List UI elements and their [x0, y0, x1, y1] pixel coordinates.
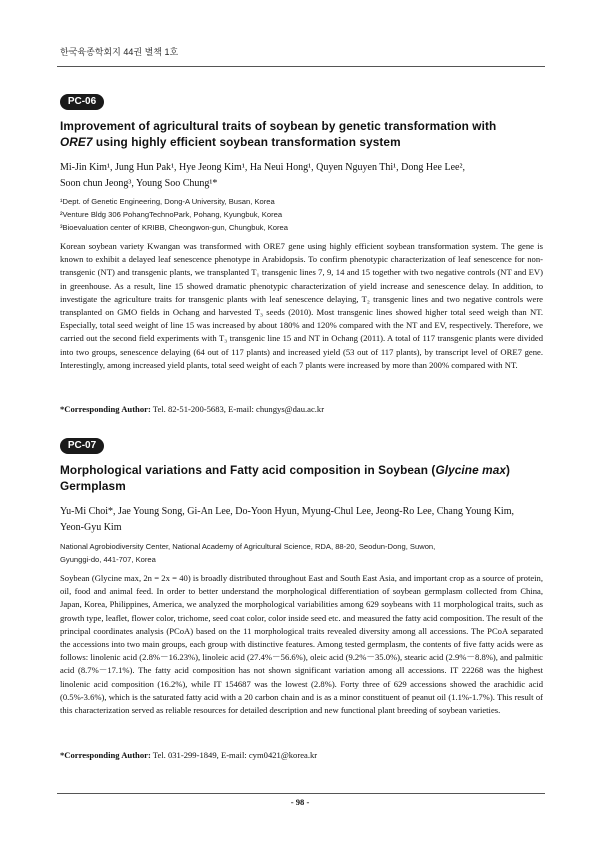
authors-line-1: Mi-Jin Kim¹, Jung Hun Pak¹, Hye Jeong Kim¹, Ha Neui Hong¹, Quyen Nguyen Thi¹, Dong Hee Lee²,	[60, 162, 465, 173]
authors-line-1: Yu-Mi Choi*, Jae Young Song, Gi-An Lee, Do-Yoon Hyun, Myung-Chul Lee, Jeong-Ro Lee, Chang Young Kim,	[60, 506, 514, 517]
page-number: - 98 -	[290, 797, 310, 807]
header-divider	[57, 66, 545, 67]
abstract-body-pc07: Soybean (Glycine max, 2n = 2x = 40) is broadly distributed throughout East and South East Asia, and important crop as a source of protein, oil, food and animal feed. In order to better understand the morphological differentiation of soybean germplasm collected from China, Japan, Korea, Philippines, America, we analyzed the morphological variabilities among 629 soybeans with 11 morphological traits, such as growth type, leaflet, flower color, trichome, seed coat color, color inside seed etc. and measured the fatty acid composition. The result of the principal coordinates analysis (PCoA) based on the 11 morphological traits revealed diversity among all accessions. The PCoA separated the accessions into two main groups, each group with distinctive features. Among tested germplasm, the contents of five fatty acids were as follows: linolenic acid (2.8%－16.23%), linoleic acid (27.4%－56.6%), oleic acid (9.2%－35.0%), stearic acid (2.9%－8.8%), and palmitic acid (8.7%－17.1%). The fatty acid composition has not shown significant variation among all accessions. IT 22268 was the highest linolenic acid composition (16.2%), while IT 154687 was the lowest (2.8%). Forty three of 629 accessions showed the arachidic acid (0.5%-3.6%), which is the saturated fatty acid with a 20 carbon chain and is as a minor constituent of peanut oil (1.1%-1.7%). This result of this characterization served as reliable resources for detailed description and new functional plant breeding of soybean varieties.	[60, 573, 543, 716]
affiliation-1: National Agrobiodiversity Center, National Academy of Agricultural Science, RDA, 88-20, Seodun-Dong, Suwon,	[60, 542, 436, 551]
author-list-pc07	[60, 504, 540, 536]
corresponding-author-pc07	[60, 749, 540, 762]
title-line-2: Germplasm	[60, 479, 126, 493]
affiliation-3: ³Bioevaluation center of KRIBB, Cheongwon-gun, Chungbuk, Korea	[60, 223, 288, 232]
abstract-badge-pc07: PC-07	[60, 438, 104, 454]
abstract-title-pc06	[60, 118, 540, 150]
title-part-b: )	[506, 463, 511, 477]
footer-divider	[57, 793, 545, 794]
affiliation-1: ¹Dept. of Genetic Engineering, Dong-A University, Busan, Korea	[60, 197, 275, 206]
abstract-badge-pc06: PC-06	[60, 94, 104, 110]
corresp-label: *Corresponding Author:	[60, 750, 151, 760]
title-part-a: Improvement of agricultural traits of soybean by genetic transformation with	[60, 119, 497, 133]
affiliation-2: ²Venture Bldg 306 PohangTechnoPark, Pohang, Kyungbuk, Korea	[60, 210, 283, 219]
corresponding-author-pc06	[60, 403, 540, 416]
affiliation-2: Gyunggi-do, 441-707, Korea	[60, 555, 156, 564]
title-gene: ORE7	[60, 135, 93, 149]
title-part-b: using highly efficient soybean transformation system	[92, 135, 401, 149]
author-list-pc06	[60, 160, 540, 192]
title-part-a: Morphological variations and Fatty acid composition in Soybean (	[60, 463, 436, 477]
corresp-contact: Tel. 82-51-200-5683, E-mail: chungys@dau.ac.kr	[150, 404, 325, 414]
abstract-body-pc06: Korean soybean variety Kwangan was transformed with ORE7 gene using highly efficient soybean transformation system. The gene is known to exhibit a delayed leaf senescence phenotype in Arabidopsis. To confirm phenotypic characterization of leaf senescence for non-transgenic (NT) and transgenic plants, we transplanted T₁ transgenic lines 7, 9, 14 and 15 together with two negative controls (NT and EV) in greenhouse. As a result, line 15 showed dramatic phenotypic characterization of yield increase and senescence delay. In addition, to investigate the agriculture traits for transgenic plants with leaf senescence delaying, T₂ transgenic lines and two negative controls were transplanted on GMO fields in Ochang and harvested T₃ seeds (2010). Most transgenic lines showed higher total seed weigh than NT. Especially, total seed weight of line 15 was increased by about 180% and 120% compared with the NT and EV, respectively. Therefore, we carried out the second field experiments with T₃ transgenic line 15 and NT in Ochang (2011). A total of 117 transgenic plants were divided into two groups, senescence delaying (64 out of 117 plants) and increased yield (53 out of 117 plants), by transcript level of ORE7 gene. Interestingly, among increased yield plants, total seed weight of each 7 plants were increased by more than 200% compared with NT.	[60, 241, 543, 370]
running-header: 한국육종학회지 44권 별책 1호	[60, 47, 179, 57]
authors-line-2: Yeon-Gyu Kim	[60, 522, 122, 533]
affiliations-pc06	[60, 195, 540, 234]
abstract-title-pc07	[60, 462, 540, 494]
corresp-contact: Tel. 031-299-1849, E-mail: cym0421@korea.kr	[150, 750, 318, 760]
corresp-label: *Corresponding Author:	[60, 404, 151, 414]
affiliations-pc07	[60, 540, 540, 566]
authors-line-2: Soon chun Jeong³, Young Soo Chung¹*	[60, 178, 218, 189]
title-species: Glycine max	[435, 463, 507, 477]
